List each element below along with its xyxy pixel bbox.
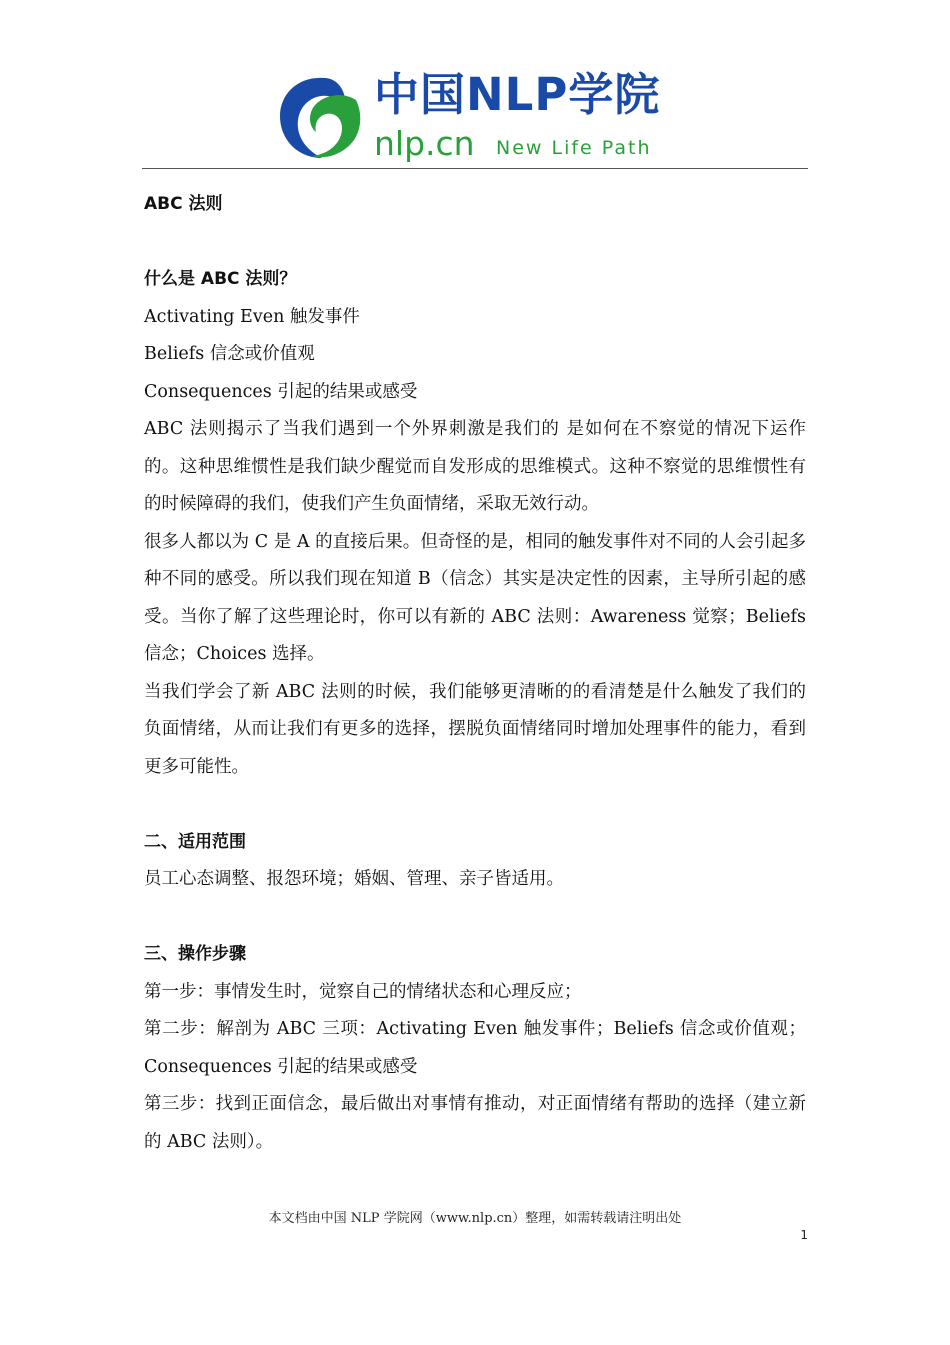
spacer	[144, 899, 806, 937]
step-3: 第三步：找到正面信念，最后做出对事情有推动，对正面情绪有帮助的选择（建立新的 ABC 法则）。	[144, 1094, 806, 1152]
page-number: 1	[800, 1228, 808, 1242]
page-header	[142, 62, 808, 168]
step-2: 第二步：解剖为 ABC 三项：Activating Even 触发事件；Beliefs 信念或价值观；Consequences 引起的结果或感受	[144, 1019, 806, 1077]
step-1: 第一步：事情发生时，觉察自己的情绪状态和心理反应；	[144, 981, 582, 1002]
body-paragraph: 当我们学会了新 ABC 法则的时候，我们能够更清晰的的看清楚是什么触发了我们的负面情绪，从而让我们有更多的选择，摆脱负面情绪同时增加处理事件的能力，看到更多可能性。	[144, 681, 806, 777]
footer-note: 本文档由中国 NLP 学院网（www.nlp.cn）整理，如需转载请注明出处	[268, 1211, 682, 1226]
nlp-logo-icon	[276, 70, 366, 162]
document-body	[144, 186, 806, 1161]
logo-slogan: New Life Path	[496, 137, 652, 159]
definition-line-b: Beliefs 信念或价值观	[144, 344, 315, 364]
definition-line-a: Activating Even 触发事件	[144, 306, 360, 327]
definition-line-c: Consequences 引起的结果或感受	[144, 381, 418, 402]
logo-domain: nlp.cn	[374, 124, 475, 163]
body-paragraph: ABC 法则揭示了当我们遇到一个外界刺激是我们的 是如何在不察觉的情况下运作的。这种思维惯性是我们缺少醒觉而自发形成的思维模式。这种不察觉的思维惯性有的时候障碍的我们，使我们产生负面情绪，采取无效行动。	[144, 419, 806, 514]
section-heading: 三、操作步骤	[144, 944, 246, 964]
logo-chinese-name: 中国NLP学院	[374, 68, 661, 121]
body-paragraph: 员工心态调整、报怨环境；婚姻、管理、亲子皆适用。	[144, 869, 564, 889]
header-divider	[142, 168, 808, 169]
body-paragraph: 很多人都以为 C 是 A 的直接后果。但奇怪的是，相同的触发事件对不同的人会引起多种不同的感受。所以我们现在知道 B（信念）其实是决定性的因素，主导所引起的感受。当你了解了这些理论时，你可以有新的 ABC 法则：Awareness 觉察；Beliefs 信念；Choices 选择。	[144, 531, 806, 664]
spacer	[144, 224, 806, 262]
document-title: ABC 法则	[144, 194, 223, 214]
section-heading: 二、适用范围	[144, 831, 246, 852]
section-heading: 什么是 ABC 法则？	[144, 269, 297, 289]
spacer	[144, 786, 806, 824]
